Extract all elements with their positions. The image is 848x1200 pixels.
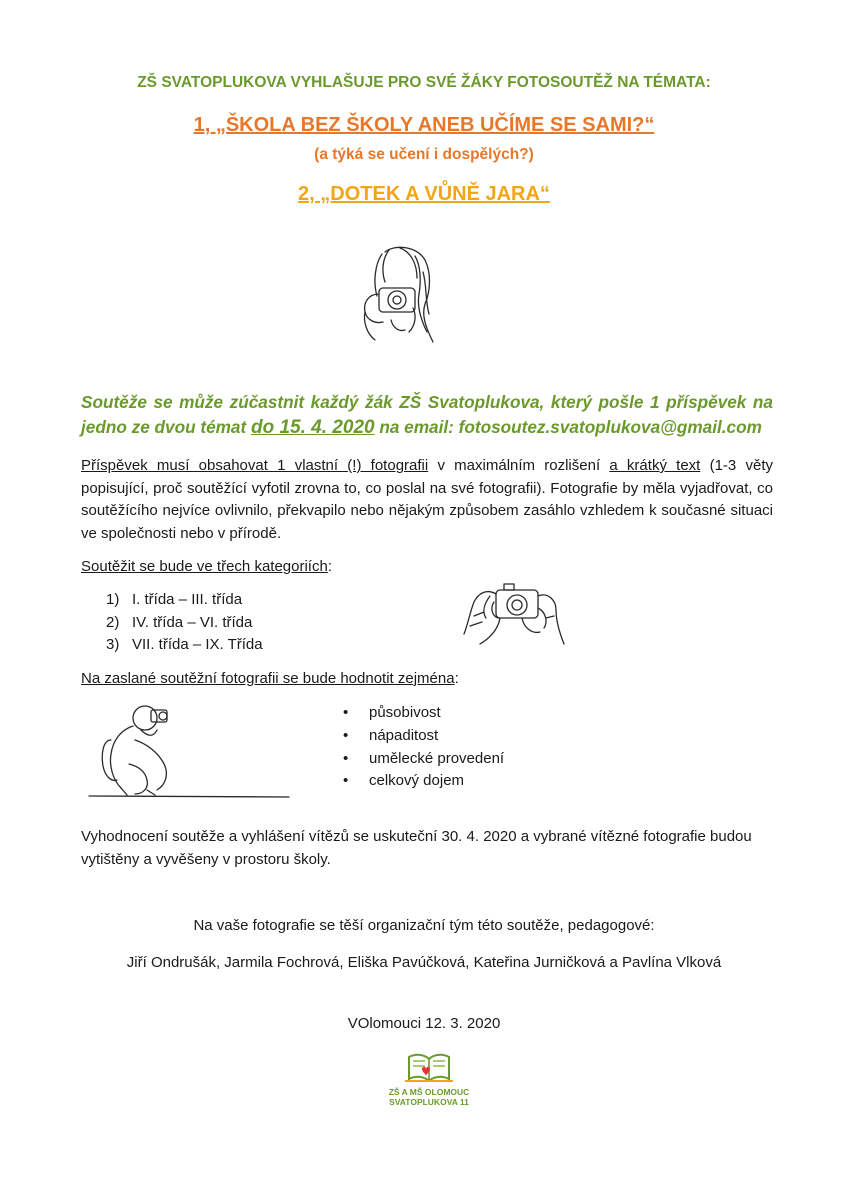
category-label: IV. třída – VI. třída [132, 613, 253, 631]
criteria-list [343, 704, 504, 795]
criteria-heading-text: Na zaslané soutěžní fotografii se bude hodnotit zejména [81, 670, 455, 687]
criteria-heading [81, 668, 459, 690]
requirement-short-text: a krátký text [609, 457, 701, 474]
criteria-item [343, 704, 504, 727]
intro-paragraph [81, 390, 773, 440]
criteria-label: působivost [369, 704, 441, 721]
bullet: • [343, 704, 349, 721]
requirements-paragraph [81, 455, 773, 545]
criteria-heading-colon: : [454, 670, 459, 687]
requirement-photo: Příspěvek musí obsahovat 1 vlastní (!) fotografii [81, 457, 429, 474]
criteria-label: nápaditost [369, 726, 439, 744]
school-logo-text [384, 1087, 474, 1107]
intro-text-2: na email: fotosoutez.svatoplukova@gmail.com [374, 417, 762, 437]
category-number: 3) [106, 636, 120, 653]
bullet: • [343, 726, 349, 744]
theme-2-title: 2, „DOTEK A VŮNĚ JARA“ [298, 183, 550, 205]
school-logo-book-icon [403, 1049, 455, 1085]
theme-1-note: (a týká se učení i dospělých?) [314, 146, 534, 163]
bullet: • [343, 749, 349, 767]
requirement-text-2: (1-3 věty popisující, proč soutěžící vyfotil zrovna to, co poslal na své fotografii). Fotografie by měla vyjadřovat, co soutěžícího nejvíce ovlivnilo, překvapilo nebo nějakým způsobem zasáhlo vzhledem k současné situaci ve společnosti nebo v přírodě. [81, 457, 774, 542]
category-item [106, 591, 263, 614]
category-number: 2) [106, 613, 120, 631]
category-item [106, 636, 263, 659]
criteria-item [343, 750, 504, 773]
announcement-heading: ZŠ SVATOPLUKOVA VYHLAŠUJE PRO SVÉ ŽÁKY FOTOSOUTĚŽ NA TÉMATA: [137, 74, 711, 91]
category-number: 1) [106, 591, 120, 608]
place-date: VOlomouci 12. 3. 2020 [347, 1015, 501, 1032]
hands-camera-illustration [460, 572, 570, 654]
photographer-girl-illustration [355, 242, 450, 347]
categories-list [106, 591, 263, 659]
team-names: Jiří Ondrušák, Jarmila Fochrová, Eliška Pavúčková, Kateřina Jurničková a Pavlína Vlková [126, 954, 722, 971]
evaluation-paragraph: Vyhodnocení soutěže a vyhlášení vítězů se uskuteční 30. 4. 2020 a vybrané vítězné fotografie budou vytištěny a vyvěšeny v prostoru školy. [81, 828, 752, 868]
team-intro: Na vaše fotografie se těší organizační tým této soutěže, pedagogové: [193, 917, 655, 934]
category-label: VII. třída – IX. Třída [132, 636, 263, 653]
logo-line-1: ZŠ A MŠ OLOMOUC [388, 1087, 470, 1097]
category-item [106, 614, 263, 637]
criteria-label: celkový dojem [369, 772, 465, 790]
criteria-item [343, 772, 504, 795]
categories-heading-colon: : [327, 558, 332, 575]
requirement-text-1: v maximálním rozlišení [428, 457, 610, 474]
categories-heading-text: Soutěžit se bude ve třech kategoriích [81, 558, 328, 575]
bullet: • [343, 772, 349, 790]
category-label: I. třída – III. třída [132, 591, 243, 608]
criteria-label: umělecké provedení [369, 749, 505, 767]
deadline: do 15. 4. 2020 [251, 417, 375, 438]
intro-text-1: Soutěže se může zúčastnit každý žák ZŠ Svatoplukova, který pošle 1 příspěvek na jedno ze dvou témat [81, 392, 773, 437]
logo-line-2: SVATOPLUKOVA 11 [389, 1097, 469, 1107]
theme-1-title: 1, „ŠKOLA BEZ ŠKOLY ANEB UČÍME SE SAMI?“ [193, 114, 655, 136]
criteria-item [343, 727, 504, 750]
crouching-photographer-illustration [85, 700, 295, 800]
categories-heading [81, 556, 332, 578]
